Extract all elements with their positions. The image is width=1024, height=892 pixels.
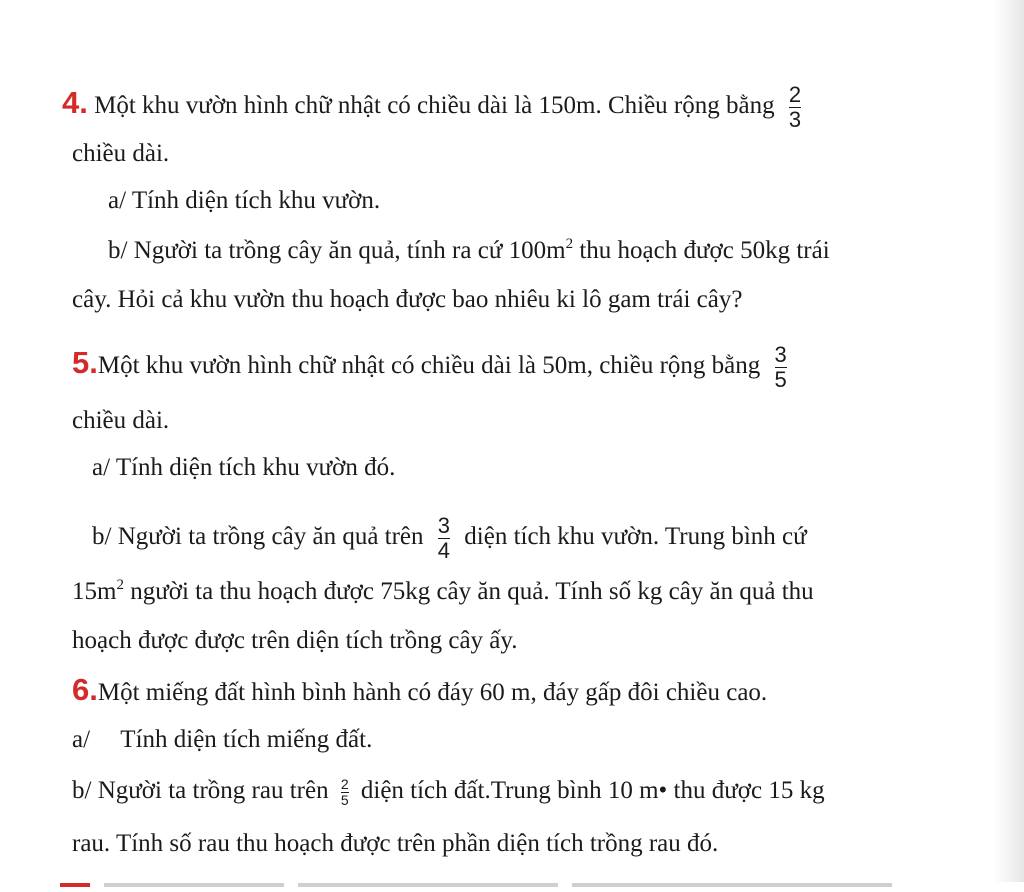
- cut-off-mark: [572, 883, 892, 887]
- problem-5-number: 5.: [72, 345, 98, 381]
- text-segment: b/ Người ta trồng cây ăn quả, tính ra cứ 100m: [108, 237, 566, 264]
- problem-4-part-b-line-1: [108, 236, 830, 266]
- fraction-numerator: 2: [788, 82, 802, 107]
- text-segment: Tính diện tích miếng đất.: [120, 726, 373, 753]
- text-segment: diện tích đất.Trung bình 10 m• thu được 15 kg: [360, 777, 825, 804]
- problem-5b-fraction: [438, 514, 450, 563]
- fraction-denominator: 5: [340, 791, 349, 808]
- problem-5-part-a: a/ Tính diện tích khu vườn đó.: [92, 454, 396, 481]
- problem-6-part-a: [72, 725, 372, 755]
- problem-4-text: Một khu vườn hình chữ nhật có chiều dài là 150m. Chiều rộng bằng: [94, 92, 775, 120]
- problem-6-part-b-line-1: [72, 776, 825, 808]
- problem-5-part-b-line-1: [92, 514, 807, 563]
- fraction-numerator: 3: [774, 342, 787, 367]
- text-segment: thu hoạch được 50kg trái: [573, 237, 830, 264]
- problem-4-fraction: [789, 83, 801, 132]
- problem-5-fraction: [775, 343, 787, 392]
- fraction-numerator: 3: [437, 513, 451, 538]
- text-segment: diện tích khu vườn. Trung bình cứ: [464, 523, 807, 551]
- fraction-denominator: 3: [788, 107, 802, 132]
- cut-off-mark: [60, 883, 90, 887]
- text-segment: b/ Người ta trồng rau trên: [72, 777, 329, 804]
- fraction-denominator: 4: [437, 538, 451, 563]
- problem-4-part-a: a/ Tính diện tích khu vườn.: [108, 187, 381, 214]
- cut-off-next-line: [60, 874, 960, 882]
- superscript: 2: [565, 236, 574, 252]
- problem-6b-fraction: [341, 777, 349, 808]
- problem-4-number: 4.: [62, 85, 88, 121]
- problem-6-number: 6.: [72, 672, 98, 707]
- problem-5-line-2: chiều dài.: [72, 407, 170, 434]
- problem-5-part-b-line-3: hoạch được được trên diện tích trồng cây ấy.: [72, 627, 518, 654]
- text-segment: 15m: [72, 578, 117, 605]
- problem-5-text: Một khu vườn hình chữ nhật có chiều dài là 50m, chiều rộng bằng: [97, 352, 761, 380]
- part-label: a/: [72, 726, 91, 753]
- cut-off-mark: [104, 883, 284, 887]
- problem-6-part-b-line-2: rau. Tính số rau thu hoạch được trên phần diện tích trồng rau đó.: [72, 830, 719, 857]
- text-segment: b/ Người ta trồng cây ăn quả trên: [92, 523, 424, 551]
- problem-6-line-1: [72, 672, 768, 708]
- problem-4-line-2: chiều dài.: [72, 140, 170, 167]
- fraction-denominator: 5: [774, 367, 787, 392]
- cut-off-mark: [298, 883, 558, 887]
- text-segment: người ta thu hoạch được 75kg cây ăn quả. Tính số kg cây ăn quả thu: [123, 578, 814, 605]
- problem-5-line-1: [72, 343, 795, 392]
- page-edge-shadow: [994, 0, 1024, 882]
- problem-6-text: Một miếng đất hình bình hành có đáy 60 m, đáy gấp đôi chiều cao.: [97, 679, 768, 706]
- problem-5-part-b-line-2: [72, 577, 814, 607]
- fraction-numerator: 2: [340, 775, 349, 792]
- problem-4-line-1: [62, 83, 809, 132]
- problem-4-part-b-line-2: cây. Hỏi cả khu vườn thu hoạch được bao nhiêu ki lô gam trái cây?: [72, 286, 743, 313]
- superscript: 2: [116, 577, 124, 593]
